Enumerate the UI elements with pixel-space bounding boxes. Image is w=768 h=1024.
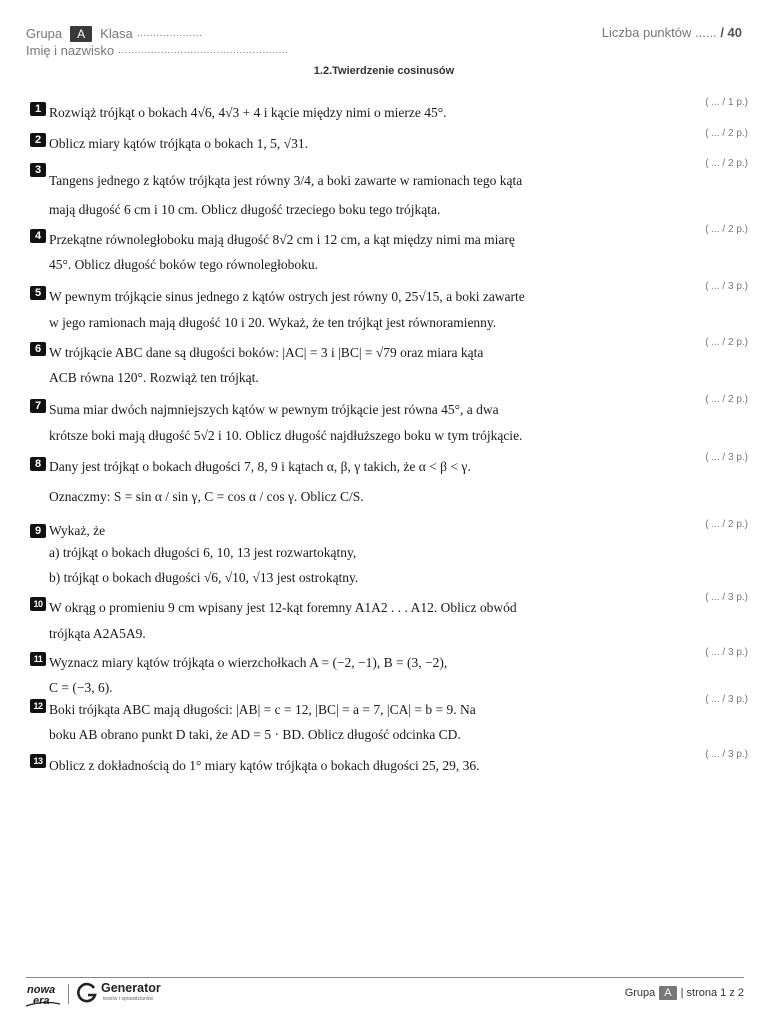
footer-group-label: Grupa [624,987,656,999]
problem-points: ( ... / 3 p.) [705,281,748,292]
problem-text-line: W trójkącie ABC dane są długości boków: |AC| = 3 i |BC| = √79 oraz miara kąta [49,345,484,360]
problem-number-badge: 10 [30,597,46,611]
problem-points: ( ... / 3 p.) [705,592,748,603]
problem-text-line: Wyznacz miary kątów trójkąta o wierzchołkach A = (−2, −1), B = (3, −2), [49,655,448,670]
problem-number-badge: 5 [30,286,46,300]
generator-g-icon [76,982,98,1004]
problem-number-badge: 6 [30,342,46,356]
problem-number-badge: 9 [30,524,46,538]
problem-text-line: a) trójkąt o bokach długości 6, 10, 13 jest rozwartokątny, [49,545,357,560]
problem-number-badge: 12 [30,699,46,713]
problem-text-line: C = (−3, 6). [49,680,113,695]
problem-text-line: Tangens jednego z kątów trójkąta jest równy 3/4, a boki zawarte w ramionach tego kąta [49,173,523,188]
problem-text-line: Oblicz miary kątów trójkąta o bokach 1, 5, √31. [49,136,308,151]
group-label: Grupa [26,26,63,41]
problem-text-line: Dany jest trójkąt o bokach długości 7, 8, 9 i kątach α, β, γ takich, że α < β < γ. [49,459,471,474]
footer-divider [26,977,744,978]
problem-text-line: W okrąg o promieniu 9 cm wpisany jest 12-kąt foremny A1A2 . . . A12. Oblicz obwód [49,600,517,615]
generator-logo-text: Generator [101,981,161,995]
problem-points: ( ... / 2 p.) [705,519,748,530]
problem-points: ( ... / 3 p.) [705,647,748,658]
name-label: Imię i nazwisko [26,43,115,58]
class-label: Klasa [100,26,133,41]
problem-points: ( ... / 3 p.) [705,749,748,760]
problem-points: ( ... / 2 p.) [705,224,748,235]
problem-text-line: b) trójkąt o bokach długości √6, √10, √13 jest ostrokątny. [49,570,359,585]
problem-text-line: ACB równa 120°. Rozwiąż ten trójkąt. [49,370,259,385]
nowa-era-logo [24,982,62,1008]
generator-logo-subtitle: testów i sprawdzianów [103,996,154,1002]
problem-points: ( ... / 2 p.) [705,158,748,169]
problem-number-badge: 13 [30,754,46,768]
footer-group-badge: A [659,986,676,1000]
logo-nowa-text: nowa [27,984,56,996]
name-row [26,42,289,59]
problem-text-line: trójkąta A2A5A9. [49,626,146,641]
problem-text-line: 45°. Oblicz długość boków tego równoległoboku. [49,257,318,272]
problem-number-badge: 2 [30,133,46,147]
problem-text-line: Oznaczmy: S = sin α / sin γ, C = cos α / cos γ. Oblicz C/S. [49,489,364,504]
problem-points: ( ... / 2 p.) [705,394,748,405]
footer-page-info [625,986,744,1000]
problem-number-badge: 3 [30,163,46,177]
problem-number-badge: 11 [30,652,46,666]
problem-text-line: Rozwiąż trójkąt o bokach 4√6, 4√3 + 4 i kącie między nimi o mierze 45°. [49,105,447,120]
problem-points: ( ... / 3 p.) [705,452,748,463]
problem-points: ( ... / 3 p.) [705,694,748,705]
header-points [602,25,742,40]
page-number: | strona 1 z 2 [680,987,744,999]
class-dots: .................... [136,28,203,39]
problem-text-line: Suma miar dwóch najmniejszych kątów w pewnym trójkącie jest równa 45°, a dwa [49,402,499,417]
problem-text-line: Wykaż, że [49,523,106,538]
name-dots: .................................................... [118,45,289,56]
header-student-info [26,25,289,59]
problem-text-line: Przekątne równoległoboku mają długość 8√2 cm i 12 cm, a kąt między nimi ma miarę [49,232,515,247]
group-badge: A [70,26,92,42]
problem-text-line: W pewnym trójkącie sinus jednego z kątów ostrych jest równy 0, 25√15, a boki zawarte [49,289,525,304]
logo-separator [68,984,69,1004]
points-label: Liczba punktów ...... [601,25,717,40]
logo-era-text: era [33,995,50,1007]
problem-points: ( ... / 2 p.) [705,337,748,348]
points-total: / 40 [720,25,742,40]
problem-text-line: Oblicz z dokładnością do 1° miary kątów trójkąta o bokach długości 25, 29, 36. [49,758,480,773]
problem-points: ( ... / 2 p.) [705,128,748,139]
problem-number-badge: 8 [30,457,46,471]
problem-number-badge: 1 [30,102,46,116]
problem-number-badge: 7 [30,399,46,413]
problem-text-line: w jego ramionach mają długość 10 i 20. Wykaż, że ten trójkąt jest równoramienny. [49,315,497,330]
problem-points: ( ... / 1 p.) [705,97,748,108]
problem-text-line: mają długość 6 cm i 10 cm. Oblicz długość trzeciego boku tego trójkąta. [49,202,441,217]
group-class-row [26,25,289,42]
page-title: 1.2.Twierdzenie cosinusów [313,65,455,77]
problem-text-line: boku AB obrano punkt D taki, że AD = 5 · BD. Oblicz długość odcinka CD. [49,727,461,742]
problem-text-line: Boki trójkąta ABC mają długości: |AB| = c = 12, |BC| = a = 7, |CA| = b = 9. Na [49,702,476,717]
problem-text-line: krótsze boki mają długość 5√2 i 10. Oblicz długość najdłuższego boku w tym trójkącie. [49,428,523,443]
problem-number-badge: 4 [30,229,46,243]
